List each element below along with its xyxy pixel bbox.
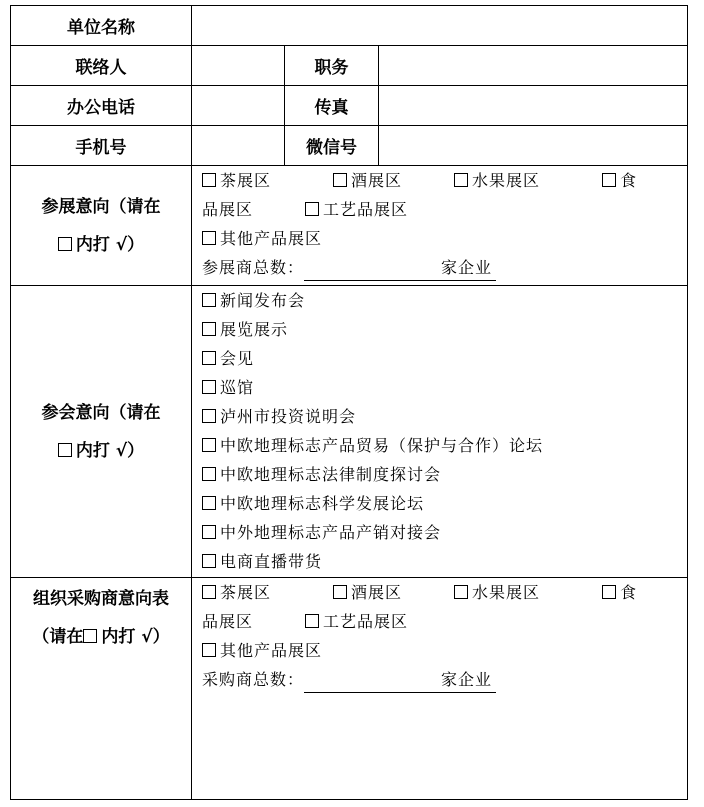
mobile-label: 手机号: [11, 126, 192, 166]
checkbox-meeting-4[interactable]: [202, 380, 216, 394]
checkbox-buyer-tea[interactable]: [202, 585, 216, 599]
office-phone-label: 办公电话: [11, 86, 192, 126]
option-tea: 茶展区: [220, 171, 272, 190]
checkbox-fruit[interactable]: [454, 173, 468, 187]
checkbox-meeting-3[interactable]: [202, 351, 216, 365]
checkbox-wine[interactable]: [333, 173, 347, 187]
unit-name-label: 单位名称: [11, 6, 192, 46]
unit-name-field[interactable]: [192, 6, 688, 46]
option-food-b: 品展区: [202, 200, 254, 219]
checkbox-meeting-7[interactable]: [202, 467, 216, 481]
exhibit-line-4: [202, 253, 687, 282]
meeting-option-row: [202, 518, 687, 547]
row-contact: [11, 46, 688, 86]
meeting-label-line2-text: 内打 √）: [75, 440, 145, 461]
buyer-options: [192, 578, 688, 800]
meeting-option-row: [202, 547, 687, 576]
meeting-option-label: 中欧地理标志科学发展论坛: [220, 494, 425, 513]
buyer-line-3: [202, 636, 687, 665]
wechat-field[interactable]: [379, 126, 688, 166]
fax-field[interactable]: [379, 86, 688, 126]
registration-form: [10, 5, 688, 800]
exhibit-label-line2-text: 内打 √）: [75, 234, 145, 255]
contact-field[interactable]: [192, 46, 285, 86]
checkbox-buyer-craft[interactable]: [305, 614, 319, 628]
buyer-intent-label: [11, 578, 192, 800]
checkbox-meeting-9[interactable]: [202, 525, 216, 539]
buyer-option-tea: 茶展区: [220, 583, 272, 602]
checkbox-meeting-2[interactable]: [202, 322, 216, 336]
exhibit-label-line1: 参展意向（请在: [41, 196, 161, 217]
checkbox-other[interactable]: [202, 231, 216, 245]
exhibit-label-line2: [11, 226, 191, 264]
checkbox-meeting-8[interactable]: [202, 496, 216, 510]
meeting-option-row: [202, 373, 687, 402]
option-food-a: 食: [620, 171, 638, 190]
checkbox-buyer-other[interactable]: [202, 643, 216, 657]
row-meeting-intent: [11, 286, 688, 578]
checkbox-meeting-1[interactable]: [202, 293, 216, 307]
position-label: 职务: [285, 46, 379, 86]
buyer-option-food-b: 品展区: [202, 612, 254, 631]
option-craft: 工艺品展区: [323, 200, 409, 219]
row-unit-name: [11, 6, 688, 46]
checkbox-icon: [58, 443, 72, 457]
option-wine: 酒展区: [351, 171, 403, 190]
checkbox-craft[interactable]: [305, 202, 319, 216]
position-field[interactable]: [379, 46, 688, 86]
exhibit-line-3: [202, 224, 687, 253]
contact-label: 联络人: [11, 46, 192, 86]
buyer-line-2: [202, 607, 687, 636]
meeting-option-label: 中外地理标志产品产销对接会: [220, 523, 442, 542]
buyer-option-food-a: 食: [620, 583, 638, 602]
buyer-option-craft: 工艺品展区: [323, 612, 409, 631]
checkbox-buyer-wine[interactable]: [333, 585, 347, 599]
buyer-total-unit: 家企业: [441, 670, 493, 689]
fax-label: 传真: [285, 86, 379, 126]
checkbox-buyer-fruit[interactable]: [454, 585, 468, 599]
exhibitor-total-field[interactable]: [304, 256, 496, 281]
checkbox-meeting-10[interactable]: [202, 554, 216, 568]
exhibit-options: [192, 166, 688, 286]
option-fruit: 水果展区: [472, 171, 541, 190]
checkbox-tea[interactable]: [202, 173, 216, 187]
buyer-total-label: 采购商总数：: [202, 670, 305, 689]
buyer-option-other: 其他产品展区: [220, 641, 323, 660]
buyer-label-line1: 组织采购商意向表: [33, 589, 169, 609]
exhibitor-total-label: 参展商总数：: [202, 258, 305, 277]
checkbox-buyer-food[interactable]: [602, 585, 616, 599]
meeting-option-label: 会见: [220, 349, 255, 368]
buyer-label-line2b: 内打 √）: [101, 627, 170, 647]
row-mobile: [11, 126, 688, 166]
buyer-option-wine: 酒展区: [351, 583, 403, 602]
buyer-label-line2: [11, 618, 191, 656]
row-buyer-intent: [11, 578, 688, 800]
meeting-label-line2: [11, 432, 191, 470]
meeting-option-row: [202, 431, 687, 460]
wechat-label: 微信号: [285, 126, 379, 166]
office-phone-field[interactable]: [192, 86, 285, 126]
meeting-option-label: 电商直播带货: [220, 552, 323, 571]
meeting-option-label: 中欧地理标志产品贸易（保护与合作）论坛: [220, 436, 544, 455]
meeting-label-line1: 参会意向（请在: [41, 402, 161, 423]
buyer-label-line2a: （请在: [32, 627, 84, 647]
option-other: 其他产品展区: [220, 229, 323, 248]
buyer-option-fruit: 水果展区: [472, 583, 541, 602]
meeting-option-label: 巡馆: [220, 378, 255, 397]
mobile-field[interactable]: [192, 126, 285, 166]
buyer-total-field[interactable]: [304, 668, 496, 693]
meeting-option-label: 展览展示: [220, 320, 289, 339]
exhibit-intent-label: [11, 166, 192, 286]
row-office-phone: [11, 86, 688, 126]
row-exhibit-intent: [11, 166, 688, 286]
meeting-option-row: [202, 286, 687, 315]
meeting-option-label: 中欧地理标志法律制度探讨会: [220, 465, 442, 484]
meeting-options: [192, 286, 688, 578]
checkbox-icon: [58, 237, 72, 251]
meeting-option-label: 新闻发布会: [220, 291, 306, 310]
exhibitor-total-unit: 家企业: [441, 258, 493, 277]
exhibit-line-1: [202, 166, 687, 195]
meeting-option-row: [202, 315, 687, 344]
checkbox-meeting-5[interactable]: [202, 409, 216, 423]
checkbox-icon: [83, 629, 97, 643]
buyer-line-4: [202, 665, 687, 694]
meeting-option-row: [202, 402, 687, 431]
meeting-option-row: [202, 344, 687, 373]
meeting-option-row: [202, 489, 687, 518]
meeting-option-row: [202, 460, 687, 489]
meeting-option-label: 泸州市投资说明会: [220, 407, 357, 426]
checkbox-food[interactable]: [602, 173, 616, 187]
checkbox-meeting-6[interactable]: [202, 438, 216, 452]
buyer-line-1: [202, 578, 687, 607]
meeting-intent-label: [11, 286, 192, 578]
exhibit-line-2: [202, 195, 687, 224]
